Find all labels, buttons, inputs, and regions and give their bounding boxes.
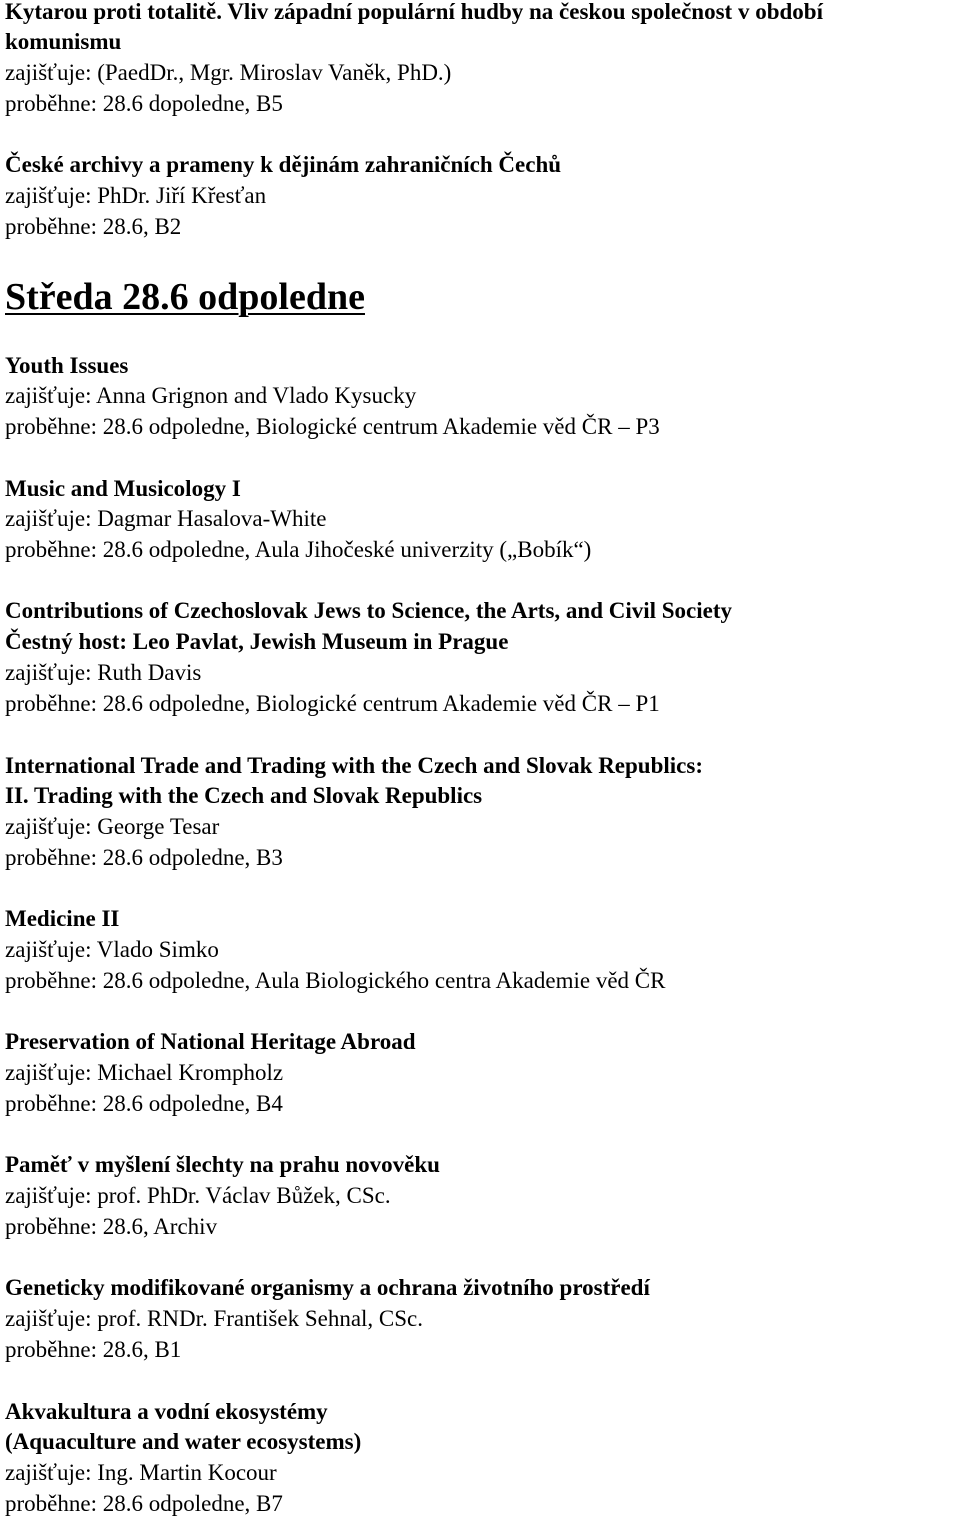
- session-organizer: zajišťuje: prof. PhDr. Václav Bůžek, CSc.: [5, 1183, 391, 1208]
- session-title: Čestný host: Leo Pavlat, Jewish Museum in Prague: [5, 629, 509, 654]
- session-schedule: proběhne: 28.6 odpoledne, B7: [5, 1491, 283, 1516]
- session-title: Geneticky modifikované organismy a ochrana životního prostředí: [5, 1275, 650, 1300]
- session-title: České archivy a prameny k dějinám zahraničních Čechů: [5, 152, 562, 177]
- session-organizer: zajišťuje: Ruth Davis: [5, 660, 202, 685]
- session-schedule: proběhne: 28.6 odpoledne, B4: [5, 1091, 283, 1116]
- session-schedule: proběhne: 28.6, Archiv: [5, 1214, 218, 1239]
- session-schedule: proběhne: 28.6 dopoledne, B5: [5, 91, 283, 116]
- session-schedule: proběhne: 28.6 odpoledne, Biologické centrum Akademie věd ČR – P1: [5, 691, 660, 716]
- session-title: II. Trading with the Czech and Slovak Republics: [5, 783, 483, 808]
- session-organizer: zajišťuje: Dagmar Hasalova-White: [5, 506, 327, 531]
- session-organizer: zajišťuje: Vlado Simko: [5, 937, 219, 962]
- session-title: Youth Issues: [5, 353, 129, 378]
- session-title: Music and Musicology I: [5, 476, 241, 501]
- session-organizer: zajišťuje: prof. RNDr. František Sehnal, CSc.: [5, 1306, 424, 1331]
- session-title: Medicine II: [5, 906, 120, 931]
- session-title: Kytarou proti totalitě. Vliv západní populární hudby na českou společnost v období: [5, 0, 823, 24]
- session-title: Preservation of National Heritage Abroad: [5, 1029, 416, 1054]
- session-organizer: zajišťuje: Michael Krompholz: [5, 1060, 284, 1085]
- session-schedule: proběhne: 28.6 odpoledne, Biologické centrum Akademie věd ČR – P3: [5, 414, 660, 439]
- session-title: Paměť v myšlení šlechty na prahu novověku: [5, 1152, 440, 1177]
- session-title: Akvakultura a vodní ekosystémy: [5, 1399, 328, 1424]
- session-organizer: zajišťuje: George Tesar: [5, 814, 220, 839]
- session-organizer: zajišťuje: Anna Grignon and Vlado Kysucky: [5, 383, 417, 408]
- session-title: (Aquaculture and water ecosystems): [5, 1429, 362, 1454]
- day-heading: Středa 28.6 odpoledne: [5, 276, 365, 318]
- session-organizer: zajišťuje: Ing. Martin Kocour: [5, 1460, 277, 1485]
- session-schedule: proběhne: 28.6, B2: [5, 214, 182, 239]
- session-title: komunismu: [5, 29, 122, 54]
- session-schedule: proběhne: 28.6 odpoledne, B3: [5, 845, 283, 870]
- session-organizer: zajišťuje: (PaedDr., Mgr. Miroslav Vaněk, PhD.): [5, 60, 452, 85]
- session-schedule: proběhne: 28.6 odpoledne, Aula Jihočeské univerzity („Bobík“): [5, 537, 592, 562]
- session-schedule: proběhne: 28.6, B1: [5, 1337, 182, 1362]
- session-schedule: proběhne: 28.6 odpoledne, Aula Biologického centra Akademie věd ČR: [5, 968, 666, 993]
- session-title: International Trade and Trading with the Czech and Slovak Republics:: [5, 753, 703, 778]
- session-title: Contributions of Czechoslovak Jews to Science, the Arts, and Civil Society: [5, 598, 733, 623]
- session-organizer: zajišťuje: PhDr. Jiří Křesťan: [5, 183, 267, 208]
